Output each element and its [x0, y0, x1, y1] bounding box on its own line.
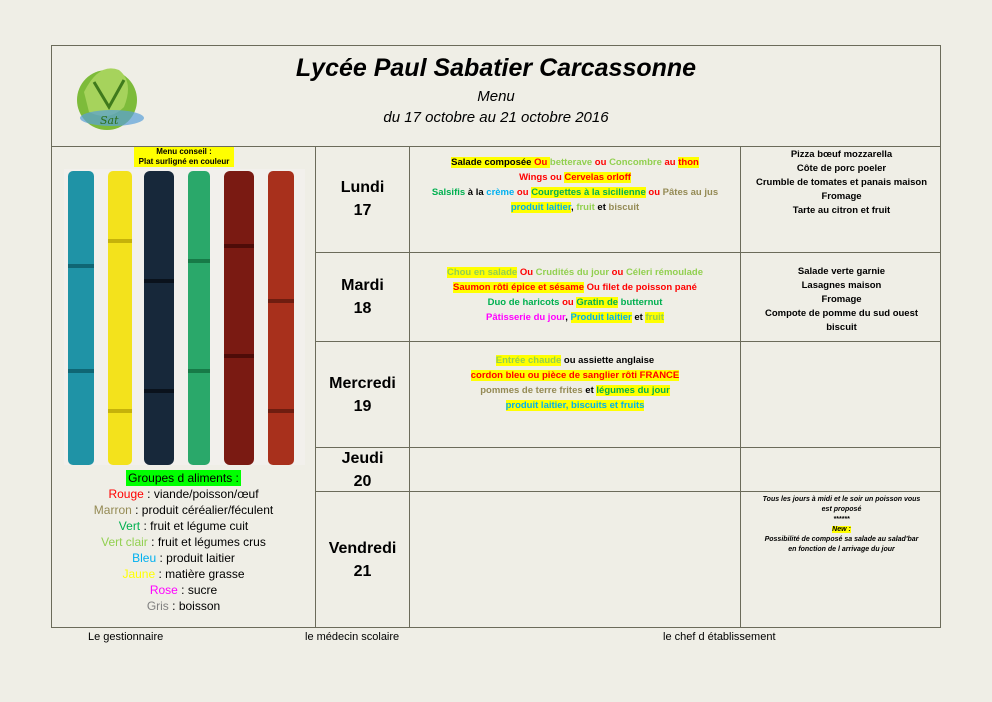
- separator: Ou: [517, 267, 536, 278]
- dish: ou assiette anglaise: [561, 355, 655, 366]
- conseil-line-2: Plat surligné en couleur: [138, 157, 230, 166]
- group-color-label: Rouge: [108, 487, 144, 501]
- dinner-item: Crumble de tomates et panais maison: [755, 177, 928, 188]
- dish: pommes de terre frites: [480, 385, 583, 396]
- lunch-menu: [410, 492, 741, 627]
- dinner-item: biscuit: [826, 322, 857, 333]
- day-name: Mardi: [341, 277, 384, 294]
- dish: cordon bleu ou pièce de sanglier rôti FRANCE: [470, 370, 680, 381]
- day-name: Vendredi: [328, 539, 397, 557]
- dish: butternut: [618, 297, 663, 308]
- separator: au: [661, 157, 679, 168]
- dish: Entrée chaude: [495, 355, 562, 366]
- dish: biscuit: [608, 202, 640, 213]
- day-label: [316, 448, 410, 491]
- dinner-item: Salade verte garnie: [797, 266, 886, 277]
- day-label: [316, 146, 410, 252]
- dish: légumes du jour: [596, 385, 670, 396]
- day-name: Lundi: [340, 179, 385, 196]
- day-number: 17: [353, 202, 372, 219]
- separator: ,: [565, 312, 571, 323]
- separator: ,: [571, 202, 577, 213]
- dish: Salsifis: [431, 187, 466, 198]
- group-rouge: [52, 486, 315, 502]
- day-name: Jeudi: [341, 449, 384, 467]
- dinner-note: [742, 492, 941, 627]
- note-line: Possibilité de composé sa salade au salad'bar: [764, 536, 919, 543]
- menu-header: [52, 46, 940, 147]
- dish: Concombre: [609, 157, 662, 168]
- dinner-menu: [742, 146, 941, 252]
- legend-column: [52, 146, 316, 627]
- day-row-jeudi: [316, 448, 941, 492]
- separator: ou: [547, 172, 565, 183]
- bamboo-photo: [64, 169, 305, 465]
- note-line: est proposé: [821, 506, 862, 513]
- menu-label: Menu: [477, 88, 515, 105]
- group-bleu: [52, 550, 315, 566]
- dinner-item: Pizza bœuf mozzarella: [790, 149, 893, 160]
- dish: thon: [678, 157, 699, 168]
- group-description: : fruit et légumes crus: [147, 535, 266, 549]
- dish: Crudités du jour: [535, 267, 610, 278]
- separator: Ou: [583, 282, 603, 293]
- separator: et: [582, 385, 597, 396]
- day-number: 21: [353, 562, 372, 580]
- signature-medecin: le médecin scolaire: [305, 631, 400, 643]
- group-color-label: Rose: [149, 583, 178, 597]
- note-line: en fonction de l arrivage du jour: [788, 546, 895, 553]
- separator: ou: [592, 157, 610, 168]
- dish: betterave: [549, 157, 593, 168]
- group-color-label: Bleu: [132, 551, 157, 565]
- groups-title: Groupes d aliments :: [128, 471, 239, 485]
- dinner-item: Lasagnes maison: [801, 280, 882, 291]
- dinner-menu: [742, 253, 941, 341]
- svg-text:Sat: Sat: [100, 114, 119, 127]
- group-description: : fruit et légume cuit: [140, 519, 249, 533]
- group-description: : produit céréalier/féculent: [131, 503, 274, 517]
- dish: Chou en salade: [446, 267, 518, 278]
- day-row-lundi: [316, 146, 941, 253]
- dinner-menu: [742, 448, 941, 491]
- dish: Pâtisserie du jour: [486, 312, 566, 323]
- food-groups-legend: [52, 470, 315, 614]
- group-gris: [52, 598, 315, 614]
- note-line: Tous les jours à midi et le soir un poisson vous: [762, 496, 921, 503]
- separator: ou: [609, 267, 626, 278]
- day-row-mardi: [316, 253, 941, 342]
- group-color-label: Vert: [118, 519, 141, 533]
- dish: filet de poisson pané: [602, 282, 697, 293]
- lunch-menu: [410, 342, 741, 447]
- separator: et: [594, 202, 609, 213]
- day-row-vendredi: [316, 492, 941, 627]
- dish: Duo de haricots: [487, 297, 560, 308]
- day-name: Mercredi: [329, 374, 396, 392]
- menu-frame: [51, 45, 941, 628]
- signature-chef: le chef d établissement: [663, 631, 776, 643]
- group-color-label: Marron: [93, 503, 132, 517]
- lunch-menu: [410, 146, 741, 252]
- dinner-menu: [742, 342, 941, 447]
- day-number: 19: [353, 397, 372, 415]
- group-color-label: Gris: [146, 599, 169, 613]
- group-vert: [52, 518, 315, 534]
- group-description: : sucre: [177, 583, 218, 597]
- dinner-item: Compote de pomme du sud ouest: [764, 308, 919, 319]
- group-description: : boisson: [168, 599, 221, 613]
- day-label: [316, 253, 410, 341]
- day-number: 18: [353, 300, 372, 317]
- dinner-item: Tarte au citron et fruit: [792, 205, 891, 216]
- menu-conseil-note: [134, 147, 234, 167]
- lunch-menu: [410, 253, 741, 341]
- signature-gestionnaire: Le gestionnaire: [88, 631, 164, 643]
- separator: ou: [559, 297, 577, 308]
- group-description: : matière grasse: [155, 567, 245, 581]
- group-color-label: Jaune: [122, 567, 156, 581]
- day-label: [316, 342, 410, 447]
- dinner-item: Fromage: [821, 294, 862, 305]
- dinner-item: Fromage: [821, 191, 862, 202]
- dinner-item: Côte de porc poeler: [796, 163, 887, 174]
- dish: Saumon rôti épice et sésame: [453, 282, 584, 293]
- dish: produit laitier: [510, 202, 572, 213]
- separator: ou: [645, 187, 663, 198]
- dish: fruit: [645, 312, 664, 323]
- dish: Gratin de: [576, 297, 619, 308]
- dish: produit laitier, biscuits et fruits: [505, 400, 645, 411]
- date-range: du 17 octobre au 21 octobre 2016: [383, 109, 609, 126]
- separator: et: [631, 312, 646, 323]
- dish: Cervelas orloff: [564, 172, 631, 183]
- separator: à la: [465, 187, 487, 198]
- conseil-line-1: Menu conseil :: [156, 147, 212, 156]
- dish: Courgettes à la sicilienne: [531, 187, 646, 198]
- dish: Céleri rémoulade: [625, 267, 704, 278]
- new-badge: New :: [832, 526, 851, 533]
- group-vert-clair: [52, 534, 315, 550]
- group-description: : produit laitier: [156, 551, 235, 565]
- page-title: Lycée Paul Sabatier Carcassonne: [295, 54, 697, 82]
- day-number: 20: [353, 472, 372, 490]
- dish: Pâtes au jus: [662, 187, 719, 198]
- note-line: ******: [833, 516, 850, 523]
- group-color-label: Vert clair: [101, 535, 148, 549]
- separator: ou: [514, 187, 532, 198]
- group-description: : viande/poisson/œuf: [143, 487, 259, 501]
- separator: Ou: [531, 157, 550, 168]
- day-label: [316, 492, 410, 627]
- group-marron: [52, 502, 315, 518]
- group-rose: [52, 582, 315, 598]
- dish: Produit laitier: [570, 312, 632, 323]
- dish: Salade composée: [451, 157, 532, 168]
- dish: Wings: [519, 172, 548, 183]
- dish: fruit: [576, 202, 595, 213]
- lunch-menu: [410, 448, 741, 491]
- dish: crème: [486, 187, 515, 198]
- group-jaune: [52, 566, 315, 582]
- day-row-mercredi: [316, 342, 941, 448]
